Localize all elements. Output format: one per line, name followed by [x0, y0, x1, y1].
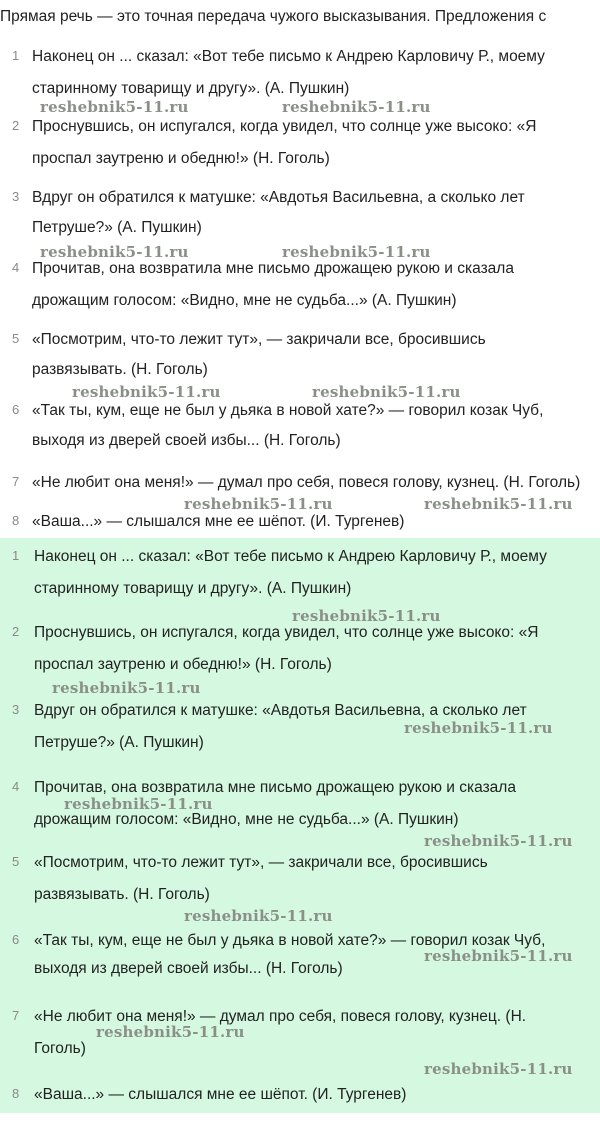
watermark: reshebnik5-11.ru	[282, 98, 431, 116]
item-number: 2	[12, 624, 20, 639]
item-line: Прочитав, она возвратила мне письмо дрожащею рукою и сказала	[34, 779, 516, 796]
item-line: «Так ты, кум, еще не был у дьяка в новой хате?» — говорил козак Чуб,	[34, 932, 546, 949]
watermark: reshebnik5-11.ru	[424, 1060, 573, 1078]
item-line: «Не любит она меня!» — думал про себя, повеся голову, кузнец. (Н. Гоголь)	[32, 474, 581, 491]
item-line: Наконец он ... сказал: «Вот тебе письмо к Андрею Карловичу Р., моему	[32, 48, 545, 65]
watermark: reshebnik5-11.ru	[424, 832, 573, 850]
item-number: 6	[12, 932, 20, 947]
item-line: Вдруг он обратился к матушке: «Авдотья Васильевна, а сколько лет	[32, 189, 525, 206]
intro-text: Прямая речь — это точная передача чужого высказывания. Предложения с	[0, 8, 547, 25]
item-number: 4	[12, 779, 20, 794]
watermark: reshebnik5-11.ru	[72, 383, 221, 401]
item-number: 1	[12, 48, 20, 63]
item-number: 3	[12, 702, 20, 717]
item-line: проспал заутреню и обедню!» (Н. Гоголь)	[34, 656, 332, 673]
item-line: старинному товарищу и другу». (А. Пушкин)	[32, 80, 350, 97]
item-line: «Ваша...» — слышался мне ее шёпот. (И. Тургенев)	[34, 1086, 407, 1103]
item-line: проспал заутреню и обедню!» (Н. Гоголь)	[32, 150, 330, 167]
item-line: Проснувшись, он испугался, когда увидел, что солнце уже высоко: «Я	[32, 118, 537, 135]
item-line: Петруше?» (А. Пушкин)	[32, 219, 202, 236]
watermark: reshebnik5-11.ru	[424, 947, 573, 965]
watermark: reshebnik5-11.ru	[282, 243, 431, 261]
item-line: «Посмотрим, что-то лежит тут», — закричали все, бросившись	[34, 854, 488, 871]
item-number: 8	[12, 513, 20, 528]
item-line: Проснувшись, он испугался, когда увидел, что солнце уже высоко: «Я	[34, 624, 539, 641]
watermark: reshebnik5-11.ru	[184, 907, 333, 925]
watermark: reshebnik5-11.ru	[424, 495, 573, 513]
watermark: reshebnik5-11.ru	[312, 383, 461, 401]
item-number: 6	[12, 402, 20, 417]
item-number: 8	[12, 1086, 20, 1101]
watermark: reshebnik5-11.ru	[64, 795, 213, 813]
item-number: 1	[12, 548, 20, 563]
item-line: дрожащим голосом: «Видно, мне не судьба...» (А. Пушкин)	[32, 292, 457, 309]
item-line: развязывать. (Н. Гоголь)	[34, 886, 210, 903]
item-number: 7	[12, 474, 20, 489]
item-line: развязывать. (Н. Гоголь)	[32, 361, 208, 378]
watermark: reshebnik5-11.ru	[404, 719, 553, 737]
watermark: reshebnik5-11.ru	[52, 679, 201, 697]
item-line: Прочитав, она возвратила мне письмо дрожащею рукою и сказала	[32, 260, 514, 277]
watermark: reshebnik5-11.ru	[292, 607, 441, 625]
item-line: Вдруг он обратился к матушке: «Авдотья Васильевна, а сколько лет	[34, 702, 527, 719]
item-line: старинному товарищу и другу». (А. Пушкин)	[34, 580, 352, 597]
item-line: Наконец он ... сказал: «Вот тебе письмо к Андрею Карловичу Р., моему	[34, 548, 547, 565]
item-number: 4	[12, 260, 20, 275]
item-number: 5	[12, 854, 20, 869]
item-line: выходя из дверей своей избы... (Н. Гоголь)	[32, 432, 341, 449]
item-number: 3	[12, 189, 20, 204]
watermark: reshebnik5-11.ru	[40, 243, 189, 261]
item-line: «Не любит она меня!» — думал про себя, повеся голову, кузнец. (Н.	[34, 1008, 527, 1025]
item-line: дрожащим голосом: «Видно, мне не судьба...» (А. Пушкин)	[34, 811, 459, 828]
watermark: reshebnik5-11.ru	[96, 1023, 245, 1041]
watermark: reshebnik5-11.ru	[184, 495, 333, 513]
watermark: reshebnik5-11.ru	[40, 98, 189, 116]
item-number: 2	[12, 118, 20, 133]
item-number: 7	[12, 1008, 20, 1023]
item-line: Петруше?» (А. Пушкин)	[34, 734, 204, 751]
item-line: «Так ты, кум, еще не был у дьяка в новой хате?» — говорил козак Чуб,	[32, 402, 544, 419]
item-line: «Посмотрим, что-то лежит тут», — закричали все, бросившись	[32, 331, 486, 348]
item-line: Гоголь)	[34, 1040, 86, 1057]
item-number: 5	[12, 331, 20, 346]
item-line: «Ваша...» — слышался мне ее шёпот. (И. Тургенев)	[32, 513, 405, 530]
item-line: выходя из дверей своей избы... (Н. Гоголь)	[34, 960, 343, 977]
